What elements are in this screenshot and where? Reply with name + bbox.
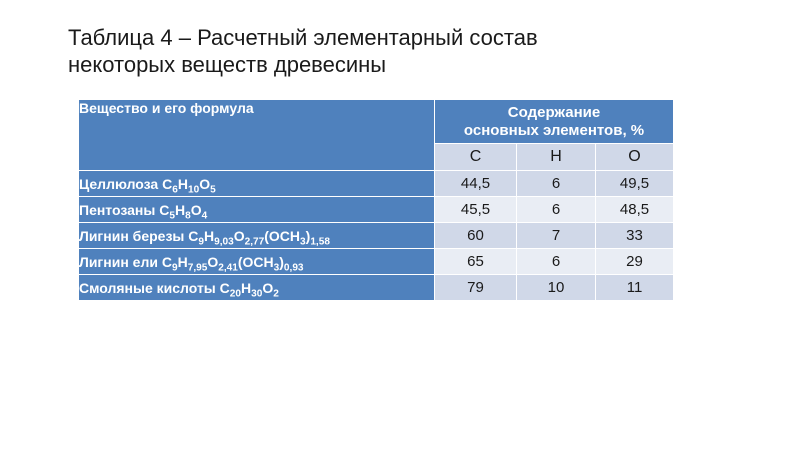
formula-subscript: 9,03 <box>214 236 234 248</box>
chemical-formula <box>162 175 216 196</box>
value-o: 48,5 <box>596 197 674 223</box>
formula-subscript: 3 <box>300 236 306 248</box>
substance-name: Смоляные кислоты <box>79 279 220 296</box>
formula-symbol: H <box>203 227 215 244</box>
table-row <box>79 223 674 249</box>
value-c: 60 <box>435 223 517 249</box>
formula-symbol: C <box>188 227 199 244</box>
formula-subscript: 9 <box>171 262 178 274</box>
value-h: 6 <box>517 197 596 223</box>
formula-symbol: O <box>262 279 274 296</box>
value-h: 6 <box>517 171 596 197</box>
table-body <box>79 171 674 301</box>
formula-subscript: 2,77 <box>244 236 265 248</box>
formula-subscript: 4 <box>201 210 208 222</box>
substance-cell <box>79 171 435 197</box>
header-element-c: C <box>435 144 517 171</box>
formula-symbol: C <box>159 201 170 218</box>
formula-subscript: 3 <box>273 262 280 274</box>
value-h: 10 <box>517 275 596 301</box>
substance-cell <box>79 249 435 275</box>
header-element-h: H <box>517 144 596 171</box>
formula-symbol: ) <box>305 227 311 244</box>
value-h: 6 <box>517 249 596 275</box>
chemical-formula <box>159 201 208 222</box>
formula-symbol: C <box>219 279 230 296</box>
formula-subscript: 2 <box>273 288 279 300</box>
table-row <box>79 249 674 275</box>
table-row <box>79 197 674 223</box>
slide-title <box>68 24 708 78</box>
formula-symbol: ) <box>279 253 284 270</box>
value-h: 7 <box>517 223 596 249</box>
formula-symbol: O <box>233 227 245 244</box>
value-c: 45,5 <box>435 197 517 223</box>
formula-subscript: 20 <box>229 288 241 300</box>
substance-name: Целлюлоза <box>79 175 163 192</box>
value-c: 44,5 <box>435 171 517 197</box>
chemical-formula <box>219 279 279 300</box>
formula-symbol: C <box>161 253 172 270</box>
header-row <box>79 100 674 144</box>
chemical-formula <box>188 227 330 248</box>
value-o: 11 <box>596 275 674 301</box>
composition-table <box>78 99 674 301</box>
formula-symbol: H <box>241 279 252 296</box>
value-c: 65 <box>435 249 517 275</box>
formula-symbol: (OCH <box>264 227 301 244</box>
value-c: 79 <box>435 275 517 301</box>
formula-symbol: O <box>207 253 219 270</box>
value-o: 29 <box>596 249 674 275</box>
header-content <box>435 100 674 144</box>
formula-symbol: C <box>162 175 173 192</box>
formula-subscript: 5 <box>210 184 216 196</box>
title-line-1: Таблица 4 – Расчетный элементарный состав <box>68 25 538 50</box>
formula-subscript: 7,95 <box>187 262 208 274</box>
value-o: 49,5 <box>596 171 674 197</box>
formula-symbol: H <box>177 253 188 270</box>
substance-cell <box>79 275 435 301</box>
header-element-o: O <box>596 144 674 171</box>
substance-name: Лигнин ели <box>79 253 162 270</box>
table-row <box>79 275 674 301</box>
chemical-formula <box>161 253 304 274</box>
formula-symbol: H <box>177 175 188 192</box>
formula-symbol: H <box>174 201 186 218</box>
formula-subscript: 1,58 <box>310 236 330 248</box>
formula-symbol: O <box>199 175 211 192</box>
header-substance: Вещество и его формула <box>79 100 435 171</box>
substance-name: Лигнин березы <box>79 227 189 244</box>
formula-subscript: 9 <box>198 236 204 248</box>
substance-name: Пентозаны <box>79 201 160 218</box>
formula-subscript: 10 <box>187 184 200 196</box>
formula-subscript: 8 <box>185 210 191 222</box>
header-content-line-1: Содержание <box>507 103 601 121</box>
value-o: 33 <box>596 223 674 249</box>
formula-subscript: 30 <box>251 288 263 300</box>
formula-subscript: 2,41 <box>218 262 238 274</box>
formula-subscript: 6 <box>172 184 178 196</box>
formula-symbol: O <box>190 201 202 218</box>
header-content-line-2: основных элементов, % <box>463 121 645 139</box>
substance-cell <box>79 223 435 249</box>
formula-subscript: 5 <box>169 210 175 222</box>
title-line-2: некоторых веществ древесины <box>68 52 387 77</box>
formula-symbol: (OCH <box>237 253 274 270</box>
formula-subscript: 0,93 <box>283 262 304 274</box>
substance-cell <box>79 197 435 223</box>
table-row <box>79 171 674 197</box>
